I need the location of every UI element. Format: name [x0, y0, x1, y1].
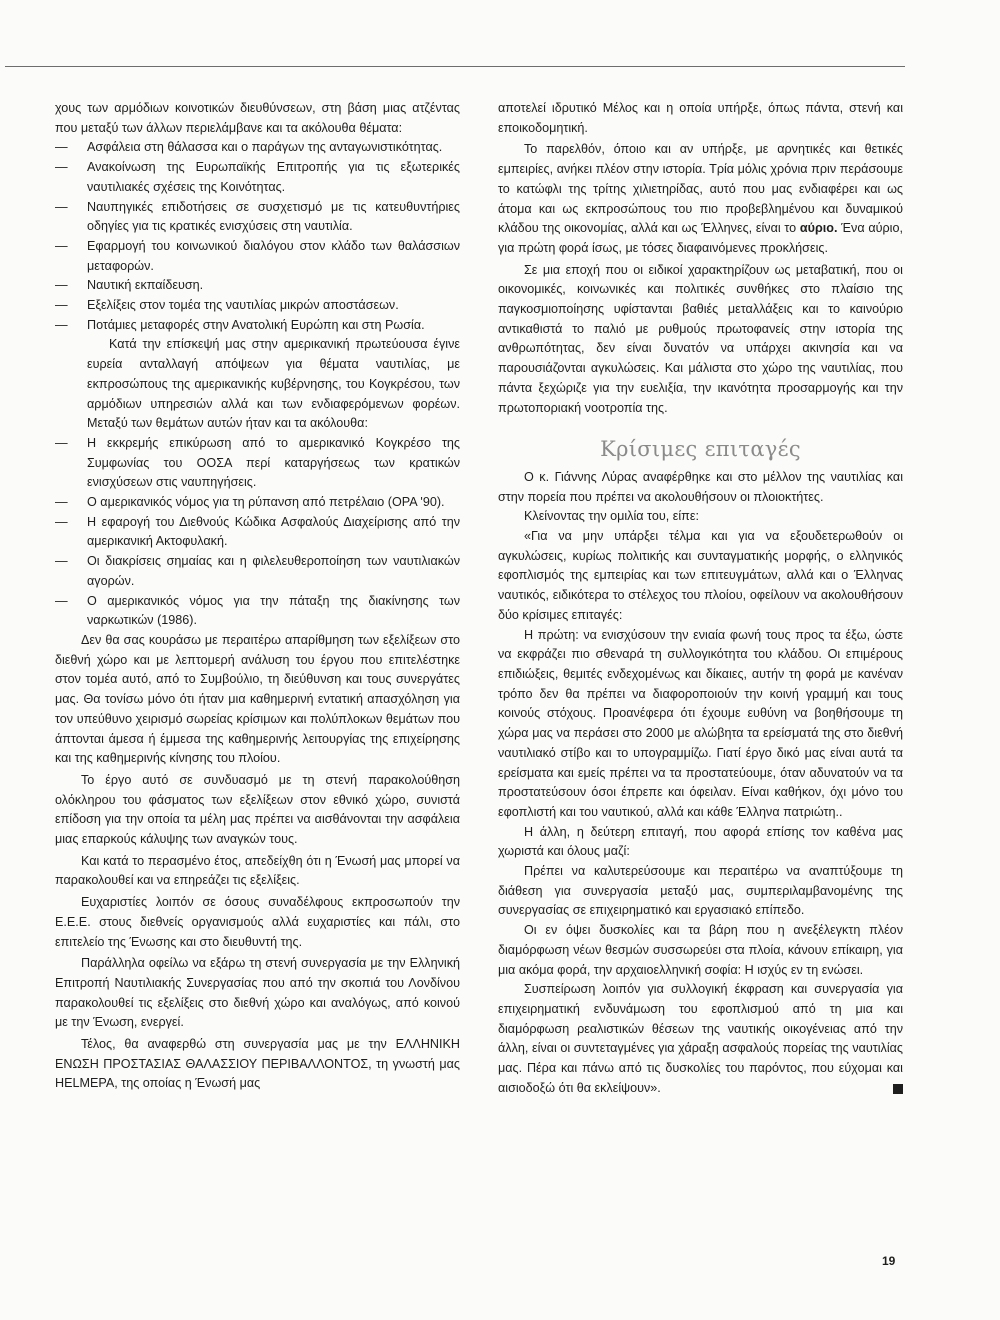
list-item: — Εξελίξεις στον τομέα της ναυτιλίας μικρών αποστάσεων.	[55, 296, 460, 316]
topic-list-eu	[55, 138, 460, 335]
paragraph: Κατά την επίσκεψή μας στην αμερικανική πρωτεύουσα έγινε ευρεία ανταλλαγή απόψεων για θέματα ναυτιλίας, με εκπροσώπους της αμερικανικής κυβέρνησης, του Κογκρέσου, των αρμόδιων υπηρεσιών αλλά και των ενδιαφερόμενων φορέων. Μεταξύ των θεμάτων αυτών ήταν και τα ακόλουθα:	[87, 337, 460, 431]
paragraph-text: Το παρελθόν, όποιο και αν υπήρξε, με αρνητικές και θετικές εμπειρίες, ανήκει πλέον στην ιστορία. Τρία μόλις χρόνια πριν περάσουμε το κατώφλι της τρίτης χιλιετηρίδας, αυτό που μας ενδιαφέρει και ως άτομα και ως εκπροσώπους του πιο προβεβλημένου και δυναμικού κλάδου της οικονομίας, αλλά και ως Έλληνες, είναι το	[498, 142, 903, 236]
paragraph: χους των αρμόδιων κοινοτικών διευθύνσεων, στη βάση μιας ατζέντας που μεταξύ των άλλων περιελάμβανε και τα ακόλουθα θέματα:	[55, 101, 460, 135]
paragraph: Παράλληλα οφείλω να εξάρω τη στενή συνεργασία με την Ελληνική Επιτροπή Ναυτιλιακής Συνεργασίας που από την σκοπιά του Λονδίνου παρακολουθεί τις εξελίξεις στο διεθνή χώρο και αναλόγως, από κοινού με την Ένωση, ενεργεί.	[55, 956, 460, 1030]
paragraph: Δεν θα σας κουράσω με περαιτέρω απαρίθμηση των εξελίξεων στο διεθνή χώρο και με λεπτομερή ανάλυση του έργου που επιτελέστηκε στον τομέα αυτό, από το Συμβούλιο, τη διεύθυνση και τους συνεργάτες μας. Θα τονίσω μόνο ότι ήταν μια καθημερινή εντατική απασχόληση για τον υπεύθυνο χειρισμό σωρείας κρίσιμων και πολύπλοκων θεμάτων που άπτονται άμεσα ή έμμεσα της καθημερινής λειτουργίας της επιχείρησης και της καθημερινής κίνησης του πλοίου.	[55, 632, 460, 766]
paragraph: Το έργο αυτό σε συνδυασμό με τη στενή παρακολούθηση ολόκληρου του φάσματος των εξελίξεων στον εθνικό χώρο, συνιστά επίδοση για την οποία τα μέλη μας πρέπει να αισθάνονται την ασφάλεια μιας επαρκούς κάλυψης των αναγκών τους.	[55, 772, 460, 847]
quote-paragraph: Οι εν όψει δυσκολίες και τα βάρη που η ανεξέλεγκτη πλέον διαμόρφωση νέων θεσμών συσσωρεύει στα πλοία, κάνουν επίκαιρη, για μια ακόμα φορά, την αρχαιοελληνική σοφία: Η ισχύς εν τη ενώσει.	[498, 923, 903, 977]
paragraph-text: Συσπείρωση λοιπόν για συλλογική έκφραση και συνεργασία για επιχειρηματική ενδυνάμωση του εφοπλισμού από τη μια και διαμόρφωση ρεαλιστικών θέσεων της ναυτικής οικογένειας από την άλλη, είναι οι συντεταγμένες για χάραξη ασφαλούς πορείας της ναυτιλίας μας. Πέρα και πάνω από τις δυσκολίες του παρόντος, που εύχομαι και αισιοδοξώ ότι θα εκλείψουν».	[498, 982, 903, 1095]
topic-list-us	[55, 434, 460, 631]
list-item: — Η εφαρογή του Διεθνούς Κώδικα Ασφαλούς Διαχείρισης από την αμερικανική Ακτοφυλακή.	[55, 513, 460, 552]
list-item: — Ναυπηγικές επιδοτήσεις σε συσχετισμό με τις κατευθυντήριες οδηγίες για τις κρατικές ενισχύσεις στη ναυτιλία.	[55, 198, 460, 237]
paragraph: Σε μια εποχή που οι ειδικοί χαρακτηρίζουν ως μεταβατική, που οι οικονομικές, κοινωνικές και πολιτικές συνθήκες στο πλαίσιο της παγκοσμιοποίησης υφίστανται βαθιές μεταλλάξεις και το καινούριο αντικαθιστά το παλιό με ρυθμούς πρωτοφανείς στην ιστορία της ανθρωπότητας, δεν είναι δυνατόν να υπάρχει ακινησία και να παρουσιάζονται αγκυλώσεις. Και μάλιστα στο χώρο της ναυτιλίας, που πάντα ξεχώριζε για την ευελιξία, την ικανότητα προσαρμογής και την πρωτοποριακή νοοτροπία της.	[498, 262, 903, 415]
list-item: — Ο αμερικανικός νόμος για την πάταξη της διακίνησης των ναρκωτικών (1986).	[55, 592, 460, 631]
right-column	[498, 99, 903, 1098]
quote-paragraph: Η άλλη, η δεύτερη επιταγή, που αφορά επίσης τον καθένα μας χωριστά και όλους μαζί:	[498, 824, 903, 859]
paragraph-text: Ένα αύριο, για πρώτη φορά ίσως, με τόσες διαφαινόμενες προκλήσεις.	[498, 221, 903, 255]
page-number: 19	[882, 1254, 896, 1268]
left-column	[55, 99, 460, 1094]
list-item: — Ναυτική εκπαίδευση.	[55, 276, 460, 296]
section-heading: Κρίσιμες επιταγές	[600, 437, 801, 462]
list-item: — Ποτάμιες μεταφορές στην Ανατολική Ευρώπη και στη Ρωσία.	[55, 316, 460, 336]
paragraph: Ο κ. Γιάννης Λύρας αναφέρθηκε και στο μέλλον της ναυτιλίας και στην πορεία που πρέπει να ακολουθήσουν οι πλοιοκτήτες.	[498, 469, 903, 504]
paragraph: Και κατά το περασμένο έτος, απεδείχθη ότι η Ένωσή μας μπορεί να παρακολουθεί και να επηρεάζει τις εξελίξεις.	[55, 853, 460, 888]
paragraph: Τέλος, θα αναφερθώ στη συνεργασία μας με την ΕΛΛΗΝΙΚΗ ΕΝΩΣΗ ΠΡΟΣΤΑΣΙΑΣ ΘΑΛΑΣΣΙΟΥ ΠΕΡΙΒΑΛΛΟΝΤΟΣ, τη γνωστή μας HELMEPA, της οποίας η Ένωσή μας	[55, 1037, 460, 1091]
emphasis-text: αύριο.	[799, 221, 838, 236]
list-item: — Η εκκρεμής επικύρωση από το αμερικανικό Κογκρέσο της Συμφωνίας του ΟΟΣΑ περί καταργήσεως των κρατικών ενισχύσεων στις ναυπηγήσεις.	[55, 434, 460, 493]
list-item: — Ασφάλεια στη θάλασσα και ο παράγων της ανταγωνιστικότητας.	[55, 138, 460, 158]
paragraph: Ευχαριστίες λοιπόν σε όσους συναδέλφους εκπροσωπούν την Ε.Ε.Ε. στους διεθνείς οργανισμούς αλλά ευχαριστίες και πάλι, στο επιτελείο της Ένωσης και στο διευθυντή της.	[55, 895, 460, 949]
quote-paragraph	[498, 980, 903, 1098]
end-mark-icon	[893, 1084, 903, 1094]
quote-paragraph: Πρέπει να καλυτερεύσουμε και περαιτέρω να αναπτύξουμε τη διάθεση για συνεργασία μεταξύ μας, συμπεριλαμβανομένης της συνεργασίας σε επιχειρηματικό και εργασιακό επίπεδο.	[498, 864, 903, 918]
list-item: — Ο αμερικανικός νόμος για τη ρύπανση από πετρέλαιο (ΟΡΑ '90).	[55, 493, 460, 513]
quote-paragraph: «Για να μην υπάρξει τέλμα και για να εξουδετερωθούν οι αγκυλώσεις, κυρίως πολιτικής και συνταγματικής μορφής, ο ελληνικός εφοπλισμός της εμπειρίας και των επιτευγμάτων, αλλά και ο Έλληνας ναυτικός, ειδικότερα το στέλεχος του πλοίου, οφείλουν να ακολουθήσουν δύο κρίσιμες επιταγές:	[498, 529, 903, 622]
list-item: — Εφαρμογή του κοινωνικού διαλόγου στον κλάδο των θαλάσσιων μεταφορών.	[55, 237, 460, 276]
paragraph: Κλείνοντας την ομιλία του, είπε:	[524, 509, 699, 524]
list-item: — Ανακοίνωση της Ευρωπαϊκής Επιτροπής για τις εξωτερικές ναυτιλιακές σχέσεις της Κοινότητας.	[55, 158, 460, 197]
paragraph: αποτελεί ιδρυτικό Μέλος και η οποία υπήρξε, όπως πάντα, στενή και εποικοδομητική.	[498, 101, 903, 135]
header-rule	[5, 66, 905, 67]
list-item: — Οι διακρίσεις σημαίας και η φιλελευθεροποίηση των ναυτιλιακών αγορών.	[55, 552, 460, 591]
paragraph	[498, 140, 903, 258]
quote-paragraph: Η πρώτη: να ενισχύσουν την ενιαία φωνή τους προς τα έξω, ώστε να εκφράζει πιο σθεναρά τη συλλογικότητα του κλάδου. Οι επιμέρους επιδιώξεις, θεμιτές ενδεχομένως και δίκαιες, αυτήν τη φορά με κανέναν τρόπο δεν θα πρέπει να διαφοροποιούν την κοινή γραμμή και τους κοινούς στόχους. Προανέφερα ότι έχουμε ευθύνη να βοηθήσουμε τη χώρα μας να περάσει στο 2000 με αλώβητα τα ερείσματά της στο διεθνή ναυτιλιακό στίβο και το υπογραμμίζω. Γιατί έργο δικό μας είναι αυτά τα ερείσματα και εμείς πρέπει να τα προστατεύουμε, όταν αδυνατούν να τα προστατεύσουν όσοι έπρεπε και όφειλαν. Είναι καθήκον, όχι μόνο του εφοπλιστή και του ναυτικού, αλλά και κάθε Έλληνα πατριώτη..	[498, 627, 903, 819]
